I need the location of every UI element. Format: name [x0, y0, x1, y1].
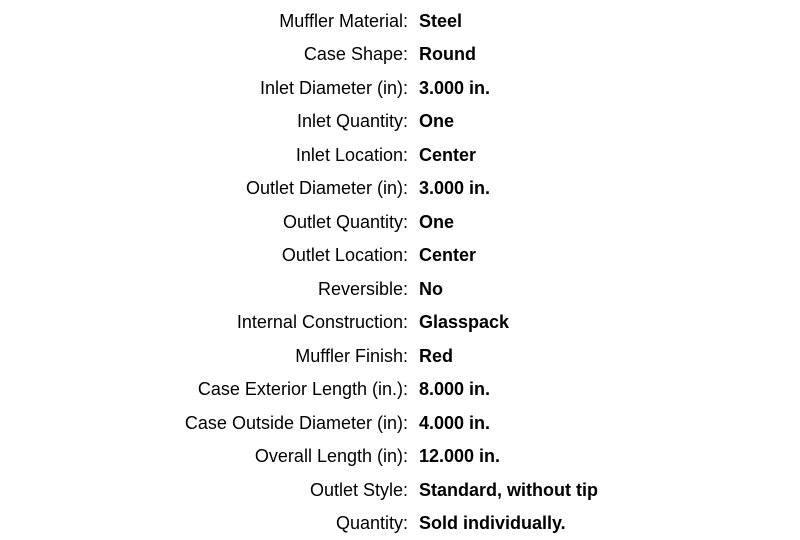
spec-value: No: [419, 280, 443, 298]
spec-value: Sold individually.: [419, 514, 566, 532]
spec-label: Case Shape:: [0, 45, 408, 63]
spec-value: Center: [419, 146, 476, 164]
spec-label: Muffler Finish:: [0, 347, 408, 365]
spec-label: Inlet Quantity:: [0, 112, 408, 130]
spec-label: Reversible:: [0, 280, 408, 298]
spec-value: One: [419, 112, 454, 130]
spec-label: Muffler Material:: [0, 12, 408, 30]
spec-label: Outlet Diameter (in):: [0, 179, 408, 197]
spec-value: Round: [419, 45, 476, 63]
spec-row-case-exterior-length: [0, 373, 800, 407]
spec-value: Center: [419, 246, 476, 264]
spec-value: Steel: [419, 12, 462, 30]
spec-row-reversible: [0, 272, 800, 306]
spec-value: Glasspack: [419, 313, 509, 331]
spec-label: Inlet Location:: [0, 146, 408, 164]
spec-value: 8.000 in.: [419, 380, 490, 398]
spec-row-inlet-quantity: [0, 105, 800, 139]
spec-row-overall-length: [0, 440, 800, 474]
spec-value: Standard, without tip: [419, 481, 598, 499]
spec-value: One: [419, 213, 454, 231]
spec-row-case-shape: [0, 38, 800, 72]
spec-row-muffler-finish: [0, 339, 800, 373]
spec-row-outlet-quantity: [0, 205, 800, 239]
spec-value: 3.000 in.: [419, 79, 490, 97]
spec-label: Quantity:: [0, 514, 408, 532]
spec-value: 3.000 in.: [419, 179, 490, 197]
spec-label: Outlet Style:: [0, 481, 408, 499]
spec-label: Outlet Location:: [0, 246, 408, 264]
spec-label: Case Exterior Length (in.):: [0, 380, 408, 398]
spec-row-inlet-location: [0, 138, 800, 172]
spec-row-muffler-material: [0, 4, 800, 38]
spec-value: Red: [419, 347, 453, 365]
spec-label: Case Outside Diameter (in):: [0, 414, 408, 432]
spec-label: Internal Construction:: [0, 313, 408, 331]
spec-row-inlet-diameter: [0, 71, 800, 105]
spec-label: Overall Length (in):: [0, 447, 408, 465]
spec-label: Outlet Quantity:: [0, 213, 408, 231]
spec-row-outlet-style: [0, 473, 800, 507]
spec-value: 4.000 in.: [419, 414, 490, 432]
spec-label: Inlet Diameter (in):: [0, 79, 408, 97]
spec-row-quantity: [0, 507, 800, 540]
spec-row-internal-construction: [0, 306, 800, 340]
spec-row-outlet-diameter: [0, 172, 800, 206]
spec-value: 12.000 in.: [419, 447, 500, 465]
spec-row-case-outside-diameter: [0, 406, 800, 440]
spec-row-outlet-location: [0, 239, 800, 273]
